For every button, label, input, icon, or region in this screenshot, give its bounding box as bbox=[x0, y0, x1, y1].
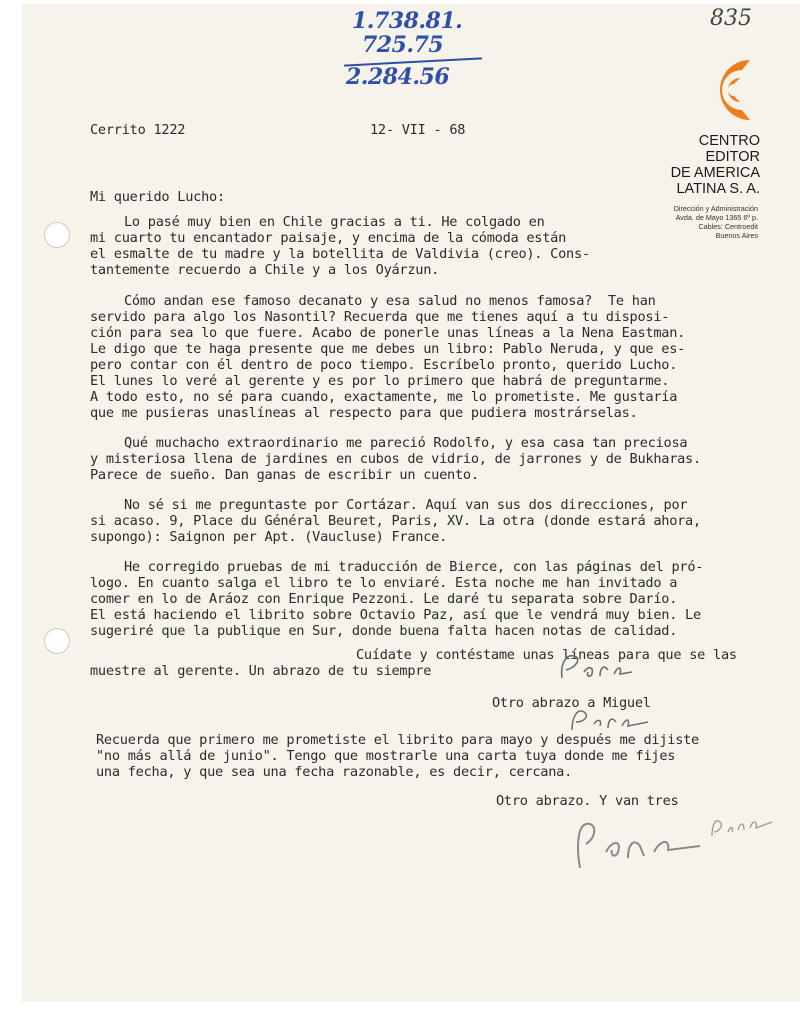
signature-2 bbox=[566, 704, 656, 734]
text-line: el esmalte de tu madre y la botellita de Valdivia (creo). Cons- bbox=[90, 246, 590, 262]
text-line: "no más allá de junio". Tengo que mostrarle una carta tuya donde me fijes bbox=[96, 748, 676, 764]
text-line: supongo): Saignon per Apt. (Vaucluse) France. bbox=[90, 529, 448, 545]
company-address: Dirección y Administración Avda. de Mayo 1365 6º p. Cables: Centroedit Buenos Aires bbox=[673, 204, 758, 240]
archive-mark-2: 725.75 bbox=[362, 32, 444, 58]
text-line: tantemente recuerdo a Chile y a los Oyárzun. bbox=[90, 262, 440, 278]
text-line: comer en lo de Aráoz con Enrique Pezzoni. Le daré tu separata sobre Darío. bbox=[90, 591, 678, 607]
signature-3 bbox=[572, 806, 782, 874]
archive-mark-3: 2.284.56 bbox=[346, 64, 450, 90]
salutation: Mi querido Lucho: bbox=[90, 189, 225, 205]
text-line: He corregido pruebas de mi traducción de Bierce, con las páginas del pró- bbox=[124, 559, 704, 575]
text-line: pero contar con él dentro de poco tiempo. Escríbelo pronto, querido Lucho. bbox=[90, 357, 678, 373]
text-line: Parece de sueño. Dan ganas de escribir un cuento. bbox=[90, 467, 479, 483]
letter-date: 12- VII - 68 bbox=[370, 122, 466, 138]
postscript-3: Otro abrazo. Y van tres bbox=[496, 793, 679, 809]
text-line: ción para sea lo que fuere. Acabo de ponerle unas líneas a la Nena Eastman. bbox=[90, 325, 686, 341]
text-line: Lo pasé muy bien en Chile gracias a ti. He colgado en bbox=[124, 214, 545, 230]
text-line: No sé si me preguntaste por Cortázar. Aquí van sus dos direcciones, por bbox=[124, 497, 688, 513]
punch-hole bbox=[44, 222, 70, 248]
text-line: Le digo que te haga presente que me debes un libro: Pablo Neruda, y que es- bbox=[90, 341, 686, 357]
text-line: logo. En cuanto salga el libro te lo enviaré. Esta noche me han invitado a bbox=[90, 575, 678, 591]
text-line: que me pusieras unaslíneas al respecto para que pudiera mostrárselas. bbox=[90, 405, 638, 421]
text-line: Cuídate y contéstame unas líneas para que se las bbox=[356, 647, 737, 663]
folio-number: 835 bbox=[710, 6, 752, 31]
text-line: Qué muchacho extraordinario me pareció Rodolfo, y esa casa tan preciosa bbox=[124, 435, 688, 451]
archive-mark-1: 1.738.81. bbox=[352, 8, 463, 34]
signature-1 bbox=[556, 648, 636, 686]
text-line: El lunes lo veré al gerente y es por lo primero que habrá de preguntarme. bbox=[90, 373, 670, 389]
text-line: una fecha, y que sea una fecha razonable, es decir, cercana. bbox=[96, 764, 573, 780]
text-line: sugeriré que la publique en Sur, donde buena falta hacen notas de calidad. bbox=[90, 623, 678, 639]
punch-hole bbox=[44, 628, 70, 654]
text-line: y misteriosa llena de jardines en cubos de vidrio, de jarrones y de Bukharas. bbox=[90, 451, 701, 467]
text-line: mi cuarto tu encantador paisaje, y encima de la cómoda están bbox=[90, 230, 567, 246]
text-line: Recuerda que primero me prometiste el librito para mayo y después me dijiste bbox=[96, 732, 699, 748]
text-line: El está haciendo el librito sobre Octavio Paz, así que le vendrá muy bien. Le bbox=[90, 607, 701, 623]
text-line: muestre al gerente. Un abrazo de tu siempre bbox=[90, 663, 432, 679]
text-line: si acaso. 9, Place du Général Beuret, Paris, XV. La otra (donde estará ahora, bbox=[90, 513, 701, 529]
sender-address: Cerrito 1222 bbox=[90, 122, 186, 138]
postscript-1: Otro abrazo a Miguel bbox=[492, 695, 651, 711]
company-logo-icon bbox=[694, 46, 758, 134]
text-line: Cómo andan ese famoso decanato y esa salud no menos famosa? Te han bbox=[124, 293, 656, 309]
text-line: A todo esto, no sé para cuando, exactamente, me lo prometiste. Me gustaría bbox=[90, 389, 678, 405]
company-name: CENTRO EDITOR DE AMERICA LATINA S. A. bbox=[670, 133, 760, 197]
scan-margin bbox=[0, 0, 22, 1011]
text-line: servido para algo los Nasontil? Recuerda que me tienes aquí a tu disposi- bbox=[90, 309, 670, 325]
